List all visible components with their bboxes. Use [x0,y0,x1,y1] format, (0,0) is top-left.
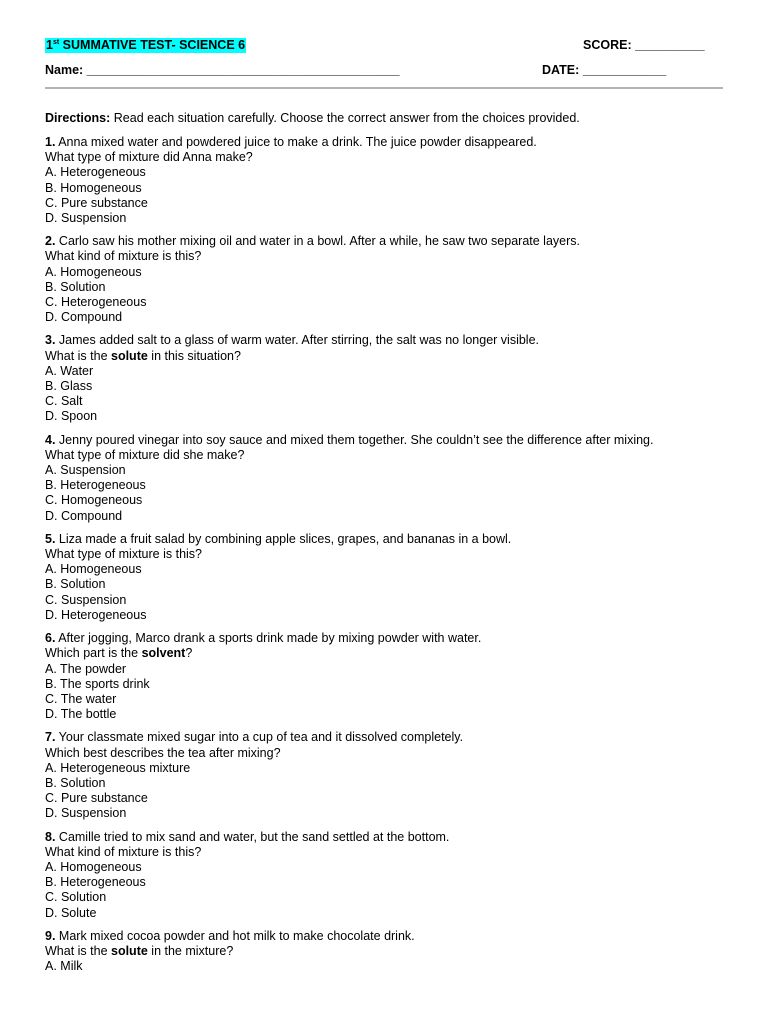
date-field[interactable]: DATE: ____________ [542,63,667,77]
answer-choice[interactable]: B. Solution [45,279,106,294]
question-prompt [45,944,735,959]
prompt-text-end: ? [185,646,193,661]
title-text: SUMMATIVE TEST- SCIENCE 6 [59,38,246,52]
question-prompt [45,249,735,264]
answer-choice[interactable]: D. Solute [45,905,97,920]
directions-text: Read each situation carefully. Choose the correct answer from the choices provided. [110,111,580,125]
situation-text: Liza made a fruit salad by combining apple slices, grapes, and bananas in a bowl. [55,531,512,546]
question-situation [45,234,735,249]
directions [45,110,735,126]
question-7 [45,730,735,821]
answer-choice[interactable]: B. The sports drink [45,676,150,691]
question-list [45,135,735,974]
prompt-text: What is the [45,348,111,363]
answer-choice[interactable]: B. Solution [45,775,106,790]
answer-choice[interactable]: D. Suspension [45,806,127,821]
answer-choice[interactable]: C. Solution [45,890,107,905]
header-divider [45,87,723,89]
prompt-text: Which best describes the tea after mixing? [45,745,281,760]
answer-choice[interactable]: A. The powder [45,661,127,676]
answer-choice[interactable]: C. Pure substance [45,791,148,806]
question-8 [45,830,735,921]
answer-choice[interactable]: D. The bottle [45,707,117,722]
answer-choice[interactable]: B. Glass [45,379,93,394]
prompt-text-end: in this situation? [147,348,241,363]
situation-text: Mark mixed cocoa powder and hot milk to make chocolate drink. [55,928,415,943]
answer-choice[interactable]: B. Homogeneous [45,180,142,195]
question-9 [45,929,735,975]
header-row-bottom [45,63,723,79]
prompt-text: What kind of mixture is this? [45,844,202,859]
question-3 [45,333,735,424]
header-row-top [45,38,723,54]
answer-choice[interactable]: D. Compound [45,310,123,325]
score-field[interactable]: SCORE: __________ [583,38,705,52]
prompt-text: What type of mixture did she make? [45,447,245,462]
question-situation [45,631,735,646]
question-1 [45,135,735,226]
title-number: 1 [46,38,53,52]
question-situation [45,532,735,547]
answer-choice[interactable]: D. Compound [45,508,123,523]
question-prompt [45,746,735,761]
test-title [45,38,246,53]
prompt-text-end: in the mixture? [147,943,234,958]
question-situation [45,929,735,944]
question-number: 3. [45,333,56,348]
question-situation [45,730,735,745]
question-prompt [45,448,735,463]
answer-choice[interactable]: A. Heterogeneous mixture [45,760,191,775]
question-number: 4. [45,432,56,447]
question-prompt [45,150,735,165]
prompt-text: What type of mixture did Anna make? [45,150,253,165]
situation-text: Carlo saw his mother mixing oil and water in a bowl. After a while, he saw two separate layers. [55,234,580,249]
answer-choice[interactable]: D. Spoon [45,409,98,424]
situation-text: Jenny poured vinegar into soy sauce and mixed them together. She couldn’t see the difference after mixing. [55,432,654,447]
answer-choice[interactable]: C. Salt [45,394,83,409]
question-situation [45,830,735,845]
question-number: 2. [45,234,56,249]
answer-choice[interactable]: D. Suspension [45,211,127,226]
situation-text: James added salt to a glass of warm water. After stirring, the salt was no longer visible. [55,333,539,348]
answer-choice[interactable]: C. Heterogeneous [45,295,147,310]
answer-choice[interactable]: A. Heterogeneous [45,165,146,180]
answer-choice[interactable]: C. Suspension [45,592,127,607]
situation-text: Camille tried to mix sand and water, but the sand settled at the bottom. [55,829,450,844]
prompt-keyword: solvent [141,646,186,661]
question-2 [45,234,735,325]
situation-text: Your classmate mixed sugar into a cup of tea and it dissolved completely. [55,730,464,745]
prompt-text: Which part is the [45,646,142,661]
test-content [45,110,735,982]
answer-choice[interactable]: A. Milk [45,959,83,974]
question-number: 9. [45,928,56,943]
question-4 [45,433,735,524]
question-number: 1. [45,135,56,149]
question-situation [45,333,735,348]
question-prompt [45,845,735,860]
question-number: 7. [45,730,56,745]
directions-label: Directions: [45,111,111,125]
title-superscript: st [52,39,60,46]
question-situation [45,433,735,448]
question-5 [45,532,735,623]
answer-choice[interactable]: A. Homogeneous [45,562,142,577]
prompt-text: What is the [45,943,111,958]
prompt-keyword: solute [111,943,148,958]
answer-choice[interactable]: C. Homogeneous [45,493,143,508]
answer-choice[interactable]: B. Solution [45,577,106,592]
answer-choice[interactable]: C. The water [45,691,117,706]
question-prompt [45,646,735,661]
prompt-keyword: solute [111,348,148,363]
question-number: 6. [45,631,56,646]
answer-choice[interactable]: A. Suspension [45,463,126,478]
answer-choice[interactable]: B. Heterogeneous [45,875,146,890]
prompt-text: What kind of mixture is this? [45,249,202,264]
prompt-text: What type of mixture is this? [45,547,203,562]
question-number: 8. [45,829,56,844]
answer-choice[interactable]: C. Pure substance [45,195,148,210]
question-prompt [45,349,735,364]
answer-choice[interactable]: D. Heterogeneous [45,607,147,622]
answer-choice[interactable]: A. Homogeneous [45,859,142,874]
question-6 [45,631,735,722]
name-field[interactable]: Name: _____________________________________________ [45,63,400,77]
answer-choice[interactable]: A. Homogeneous [45,264,142,279]
question-prompt [45,547,735,562]
question-situation [45,135,735,150]
situation-text: Anna mixed water and powdered juice to make a drink. The juice powder disappeared. [55,135,537,149]
answer-choice[interactable]: A. Water [45,363,94,378]
answer-choice[interactable]: B. Heterogeneous [45,478,146,493]
situation-text: After jogging, Marco drank a sports drink made by mixing powder with water. [55,631,482,646]
question-number: 5. [45,531,56,546]
